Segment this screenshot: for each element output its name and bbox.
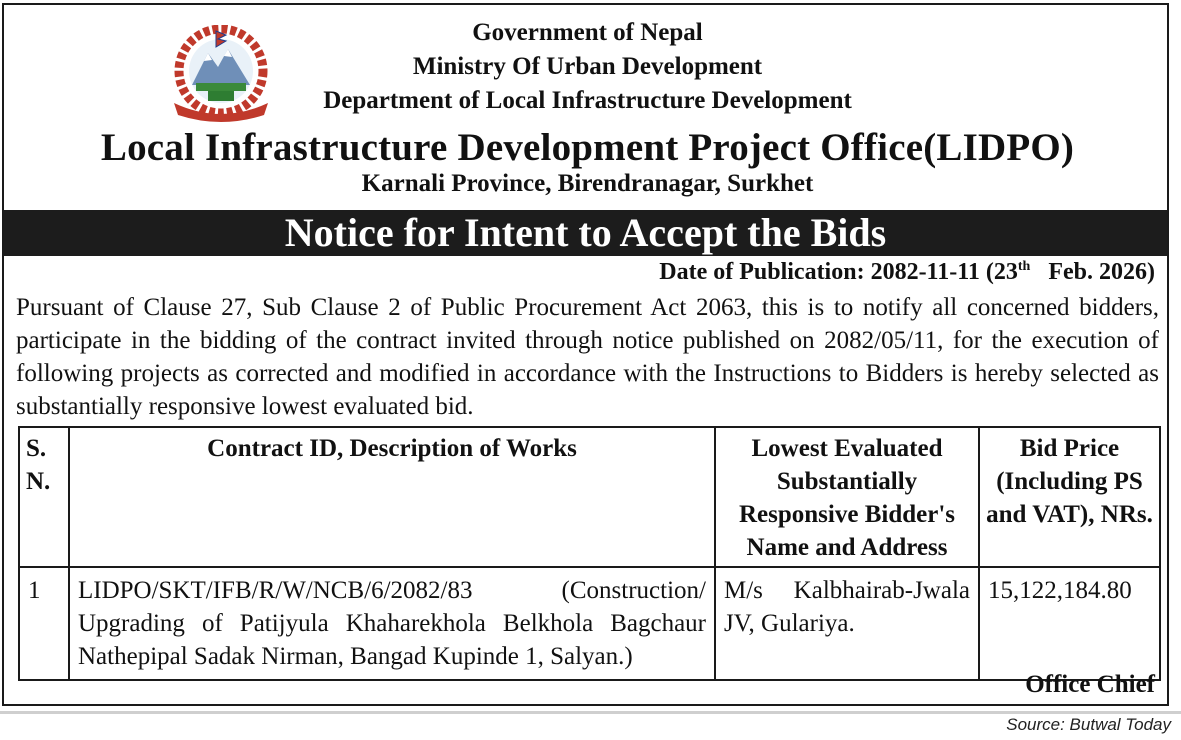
row-sn: 1 — [19, 567, 69, 680]
divider — [0, 711, 1181, 714]
bid-table — [18, 426, 1161, 681]
header-bidder: Lowest Evaluated Substantially Responsive Bidder's Name and Address — [715, 427, 979, 567]
row-price: 15,122,184.80 — [979, 567, 1160, 680]
ministry-name: Ministry Of Urban Development — [412, 53, 763, 80]
notice-title: Notice for Intent to Accept the Bids — [4, 210, 1167, 256]
header-sn: S. N. — [19, 427, 69, 567]
notice-body: Pursuant of Clause 27, Sub Clause 2 of Public Procurement Act 2063, this is to notify all concerned bidders, participate in the bidding of the contract invited through notice published on 2082/05/11, for the execution of following projects as corrected and modified in accordance with the Instructions to Bidders is hereby selected as substantially responsive lowest evaluated bid. — [16, 294, 1159, 420]
header-description: Contract ID, Description of Works — [69, 427, 715, 567]
government-name: Government of Nepal — [472, 19, 703, 46]
table-row — [19, 567, 1160, 680]
table-header-row — [19, 427, 1160, 567]
publication-date-suffix: th — [1017, 259, 1031, 274]
publication-date-tail: Feb. 2026) — [1048, 259, 1155, 285]
row-bidder: M/s Kalbhairab-Jwala JV, Gulariya. — [715, 567, 979, 680]
notice-frame — [2, 3, 1169, 706]
row-description: LIDPO/SKT/IFB/R/W/NCB/6/2082/83 (Construction/ Upgrading of Patijyula Khaharekhola Belkhola Bagchaur Nathepipal Sadak Nirman, Bangad Kupinde 1, Salyan.) — [69, 567, 715, 680]
office-name: Local Infrastructure Development Project Office(LIDPO) — [100, 126, 1075, 169]
publication-date-label: Date of Publication: 2082-11-11 (23 — [659, 259, 1018, 285]
header-price: Bid Price (Including PS and VAT), NRs. — [979, 427, 1160, 567]
signatory: Office Chief — [1025, 671, 1155, 698]
department-name: Department of Local Infrastructure Development — [323, 87, 852, 114]
publication-date — [659, 259, 1155, 286]
office-location: Karnali Province, Birendranagar, Surkhet — [361, 170, 814, 197]
source-credit: Source: Butwal Today — [1006, 715, 1171, 734]
